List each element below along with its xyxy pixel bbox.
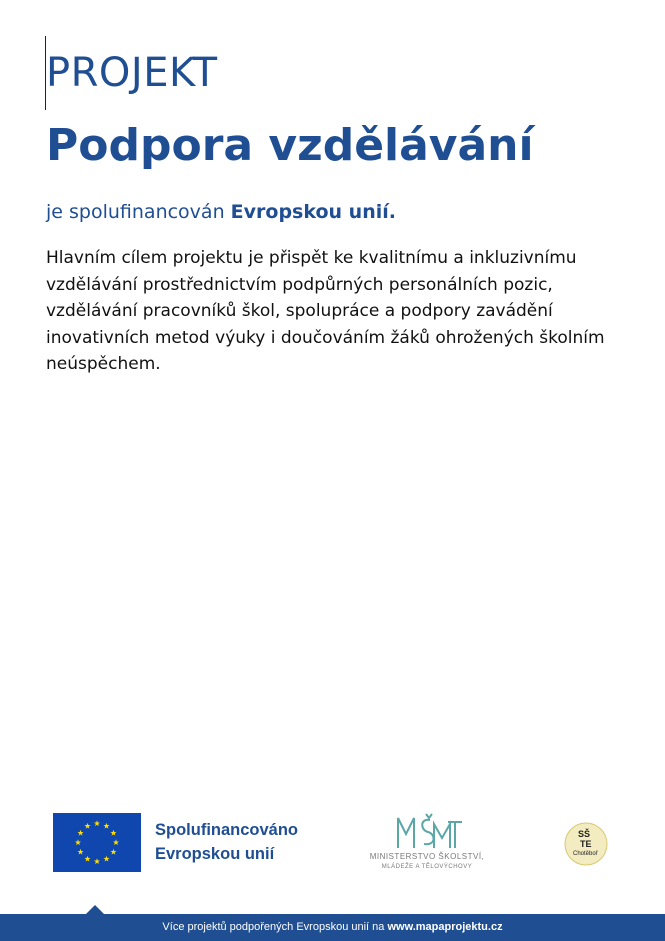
footer-text — [0, 914, 665, 941]
subtitle-bold: Evropskou unií. — [230, 201, 396, 223]
msmt-line2: MLÁDEŽE A TĚLOVÝCHOVY — [381, 864, 473, 870]
eu-star-icon — [94, 820, 100, 826]
eu-flag-icon — [53, 813, 141, 872]
eu-star-icon — [110, 830, 116, 836]
msmt-line1: MINISTERSTVO ŠKOLSTVÍ, — [369, 852, 485, 861]
eu-star-icon — [84, 856, 90, 862]
sste-logo — [563, 821, 609, 867]
page-kicker: PROJEKT — [46, 50, 218, 96]
page-subtitle — [46, 201, 396, 223]
eu-label-line1: Spolufinancováno — [155, 821, 299, 839]
sste-line3: Chotěboř — [573, 851, 598, 857]
subtitle-prefix: je spolufinancován — [46, 201, 231, 223]
sste-line1: SŠ — [578, 829, 591, 839]
sste-line2: TE — [580, 839, 592, 849]
eu-star-icon — [110, 849, 116, 855]
body-paragraph: Hlavním cílem projektu je přispět ke kvalitnímu a inkluzivnímu vzdělávání prostřednictvím podpůrných personálních pozic, vzdělávání pracovníků škol, spolupráce a podpory zavádění inovativních metod výuky i doučováním žáků ohrožených školním neúspěchem. — [46, 248, 605, 374]
eu-star-icon — [113, 839, 119, 845]
eu-star-icon — [103, 856, 109, 862]
eu-star-icon — [84, 823, 90, 829]
eu-star-icon — [94, 858, 100, 864]
eu-cofinanced-label — [155, 818, 298, 866]
msmt-caption — [362, 852, 492, 872]
footer-prefix: Více projektů podpořených Evropskou unií na — [162, 921, 388, 933]
eu-star-icon — [78, 849, 84, 855]
eu-label-line2: Evropskou unií — [155, 845, 275, 863]
eu-star-icon — [78, 830, 84, 836]
page-title: Podpora vzdělávání — [46, 120, 534, 171]
footer-link[interactable]: www.mapaprojektu.cz — [387, 921, 503, 933]
eu-star-icon — [103, 823, 109, 829]
eu-star-icon — [75, 839, 81, 845]
